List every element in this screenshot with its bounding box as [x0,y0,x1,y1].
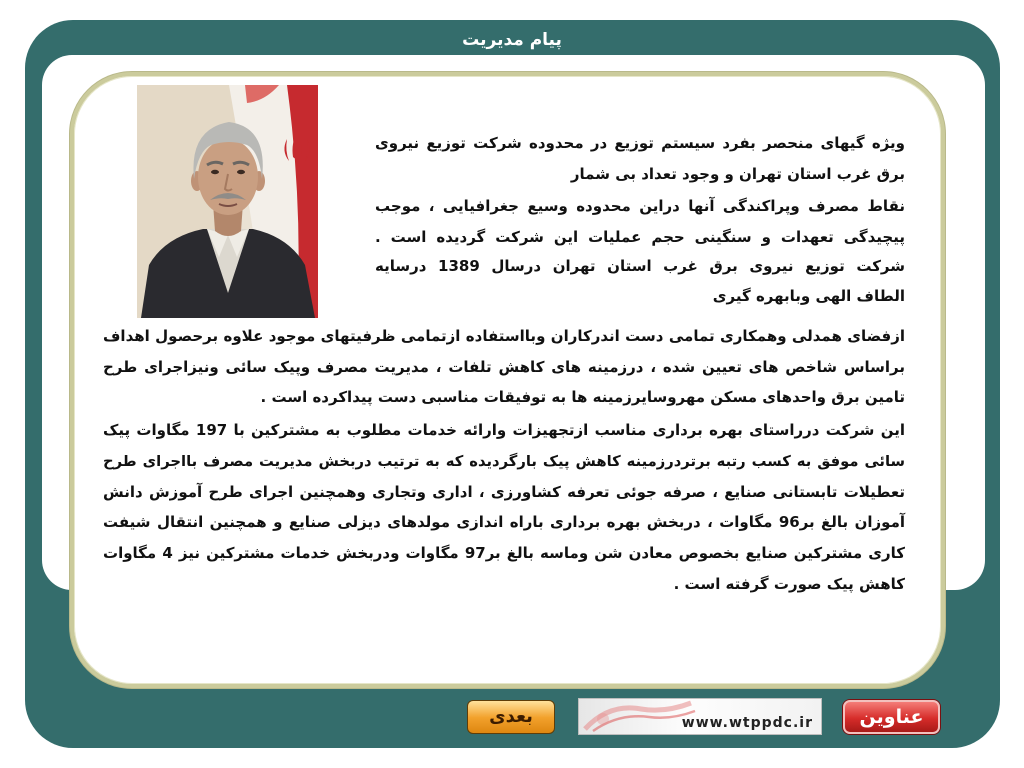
body-line: براساس شاخص های تعیین شده ، درزمینه های کاهش تلفات ، مدیریت مصرف وپیک سائی ونیزاجرای طرح [103,358,905,376]
company-logo-link[interactable] [578,698,822,735]
message-body [103,321,905,600]
body-line: تامین برق واحدهای مسکن مهروسایرزمینه ها به توفیقات مناسبی دست پیداکرده است . [260,388,905,406]
next-button[interactable]: بعدی [467,700,555,734]
body-line: سائی موفق به کسب رتبه برتردرزمینه کاهش پیک بارگردیده که به ترتیب دربخش مدیریت مصرف بااجرای طرح [103,453,905,470]
body-line: کاری مشترکین صنایع بخصوص معادن شن وماسه بالغ بر97 مگاوات ودربخش خدمات مشترکین نیز 4 مگاوات [103,544,906,562]
body-line: آموزان بالغ بر96 مگاوات ، دربخش بهره برداری باراه اندازی مولدهای دیزلی صنایع و همچنین انتقال شیفت [103,513,906,531]
intro-line: نقاط مصرف وپراکندگی آنها دراین محدوده وسیع جغرافیایی ، موجب [375,197,905,215]
intro-line: برق غرب استان تهران و وجود تعداد بی شمار [570,165,905,183]
logo-url-text: www.wtppdc.ir [681,715,813,731]
intro-line: ویژه گیهای منحصر بفرد سیستم توزیع در محدوده شرکت توزیع نیروی [375,134,905,152]
message-intro [375,128,905,312]
body-line: این شرکت درراستای بهره برداری مناسب ازتجهیزات وارائه خدمات مطلوب به مشترکین با 197 مگاوات پیک [103,421,905,439]
body-line: تعطیلات تابستانی صنایع ، صرفه جوئی تعرفه کشاورزی ، اداری وتجاری وهمچنین اجرای طرح آموزش دانش [103,483,905,501]
page-title: پیام مدیریت [462,30,562,50]
intro-line: الطاف الهی وبابهره گیری [712,287,905,305]
intro-line: پیچیدگی تعهدات و سنگینی حجم عملیات این شرکت گردیده است . [375,228,905,246]
topics-button[interactable]: عناوین [843,700,940,734]
body-line: کاهش پیک صورت گرفته است . [673,575,905,593]
intro-line: شرکت توزیع نیروی برق غرب استان تهران درسال 1389 درسایه [375,257,905,275]
portrait-image [137,85,318,318]
manager-portrait-photo [137,85,318,318]
body-line: ازفضای همدلی وهمکاری تمامی دست اندرکاران وبااستفاده ازتمامی ظرفیتهای موجود علاوه برحصول اهداف [103,327,905,345]
